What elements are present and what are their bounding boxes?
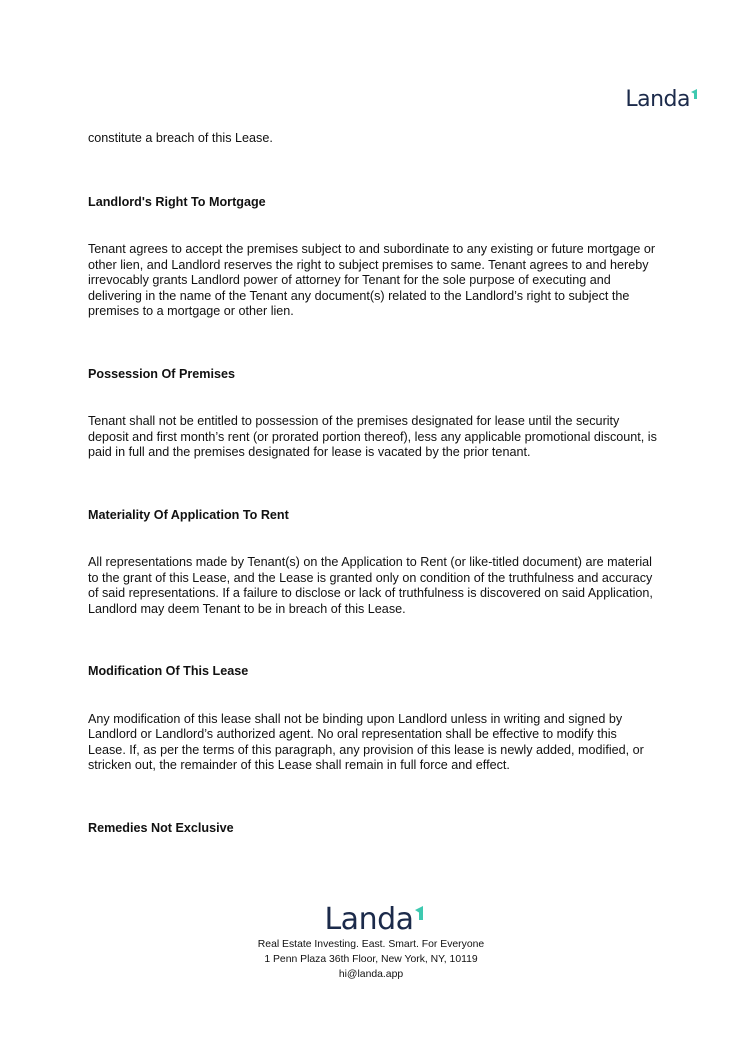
section-heading-possession: Possession Of Premises [88,366,235,381]
logo-accent-icon [691,89,698,99]
section-heading-modification: Modification Of This Lease [88,664,249,678]
section-heading-materiality: Materiality Of Application To Rent [88,507,289,522]
section-heading-mortgage: Landlord's Right To Mortgage [88,194,266,209]
header-logo-text: Landa [625,87,690,112]
section-text-mortgage: Tenant agrees to accept the premises subject to and subordinate to any existing or future mortgage or other lien, and Landlord reserves the right to subject premises to same. Tenant agrees to and hereby irrevocably grants Landlord power of attorney for Tenant for the sole purpose of executing and delivering in the name of the Tenant any document(s) related to the Landlord’s right to subject the premises to a mortgage or other lien. [88,242,656,318]
header-logo [625,86,698,114]
page-footer [0,903,742,982]
section-text-modification: Any modification of this lease shall not be binding upon Landlord unless in writing and signed by Landlord or Landlord’s authorized agent. No oral representation shall be effective to modify this Lease. If, as per the terms of this paragraph, any provision of this lease is newly added, modified, or stricken out, the remainder of this Lease shall remain in full force and effect. [88,711,644,772]
section-heading-remedies: Remedies Not Exclusive [88,820,234,835]
section-text-materiality: All representations made by Tenant(s) on the Application to Rent (or like-titled document) are material to the grant of this Lease, and the Lease is granted only on condition of the truthfulness and accuracy of said representations. If a failure to disclose or lack of truthfulness is discovered on said Application, Landlord may deem Tenant to be in breach of this Lease. [88,555,653,616]
logo-accent-icon [415,906,424,920]
footer-logo [324,903,423,937]
intro-text: constitute a breach of this Lease. [88,131,273,145]
footer-tagline: Real Estate Investing. East. Smart. For Everyone [257,939,485,950]
document-body [88,131,658,836]
footer-logo-text: Landa [324,902,414,937]
footer-email[interactable]: hi@landa.app [338,969,404,980]
footer-address: 1 Penn Plaza 36th Floor, New York, NY, 10119 [264,954,478,965]
section-text-possession: Tenant shall not be entitled to possession of the premises designated for lease until the security deposit and first month’s rent (or prorated portion thereof), less any applicable promotional discount, is paid in full and the premises designated for lease is vacated by the prior tenant. [88,414,657,459]
